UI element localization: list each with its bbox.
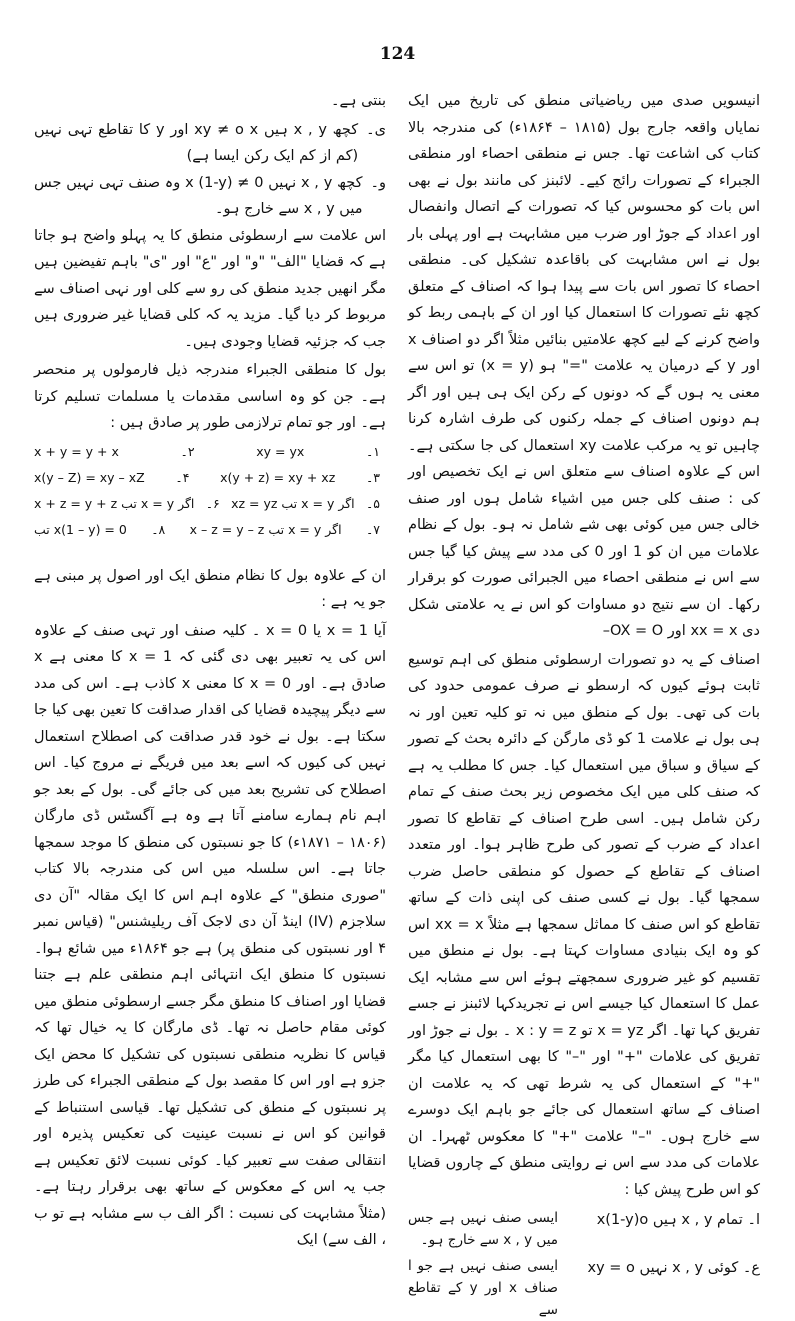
formula: x(y – Z) = xy – xZ [34, 469, 145, 485]
list-text: کوئی x , y نہیں xy = o [587, 1260, 739, 1276]
list-text: تمام x , y ہیں x(1-y)o [596, 1212, 743, 1228]
formula: x + y = y + x [34, 443, 119, 459]
formula: x(1 – y) = 0 تب [34, 521, 127, 537]
list-number: ع۔ [742, 1260, 760, 1276]
formula-number: ۲۔ [180, 443, 195, 459]
list-number: و۔ [370, 174, 386, 191]
formula-number: ۶۔ [205, 495, 220, 511]
formula-number: ۸۔ [151, 521, 166, 537]
formula: اگر x = y تب xz = yz [231, 495, 355, 511]
list-note: ایسی صنف نہیں ہے جس میں x , y سے خارج ہو۔ [408, 1210, 558, 1248]
formula-row [34, 517, 386, 543]
paragraph: اس علامت سے ارسطوئی منطق کا یہ پہلو واضح ہو جاتا ہے کہ قضایا "الف" "و" اور "ع" اور "ی" باہم تفیضین ہیں مگر انھیں جدید منطق کی رو سے کلی اور نہی اصناف سے مربوط کر دیا گیا۔ مزید یہ کہ کلی قضایا غیر ضروری ہیں جب کہ جزئیہ قضایا وجودی ہیں۔ [34, 227, 386, 350]
list-item [408, 1207, 760, 1251]
formula-number: ۵۔ [365, 495, 380, 511]
formula-number: ۱۔ [365, 443, 380, 459]
formula: اگر x = y تب x + z = y + z [34, 495, 195, 511]
formula-row [34, 491, 386, 517]
paragraph: اصناف کے یہ دو تصورات ارسطوئی منطق کی اہم توسیع ثابت ہوئے کیوں کہ ارسطو نے صرف عمومی حدود کی بات کی تھی۔ بول کے منطق میں نہ تو کلیہ تعین اور نہ ہی بول نے علامت 1 کو ڈی مارگن کے دائرہ بحث کے تصور کے سیاق و سباق میں استعمال کیا۔ جس کا مطلب یہ ہے کہ صنف کلی میں ایک مخصوص زیر بحث صنف کے تمام رکن شامل ہیں۔ اسی طرح اصناف کے تقاطع کا تصور اعداد کے ضرب کے تصور کی طرح ظاہر ہوا۔ اور متعدد اصناف کے تقاطع کے حصول کو منطقی حاصل ضرب سمجھا گیا۔ بول نے کسی صنف کی اپنی ذات کے ساتھ تقاطع کو اس صنف کا مماثل سمجھا ہے مثلاً xx = x اس کو وہ ایک بنیادی مساوات کہتا ہے۔ بول نے منطق میں تقسیم کو غیر ضروری سمجھتے ہوئے اس سے مشابہ ایک عمل کا استعمال کیا جیسے اس نے تجریدکہا لائبنز نے جسے تفریق کہا تھا۔ اگر x = yz تو x : y = z ۔ بول نے جوڑ اور تفریق کی علامات "+" اور "–" کا بھی استعمال کیا مگر "+" کے استعمال کی یہ شرط تھی کہ یہ علامت ان اصناف کے ساتھ استعمال کی جائے جو باہم ایک دوسرے سے خارج ہوں۔ "–" علامت "+" کا معکوس ٹھہرا۔ ان علامات کی مدد سے اس نے روایتی منطق کے چاروں قضایا کو اس طرح پیش کیا : [408, 651, 760, 1198]
formula: x(y + z) = xy + xz [220, 469, 336, 485]
formula-row [34, 439, 386, 465]
list-item [34, 117, 386, 170]
list-text: کچھ x , y نہیں x (1-y) ≠ 0 وہ صنف تہی نہیں جس میں x , y سے خارج ہو۔ [34, 174, 363, 217]
list-item [408, 1255, 760, 1321]
list-number: ا۔ [747, 1212, 760, 1228]
list-item [34, 170, 386, 223]
formula-row [34, 465, 386, 491]
list-note: ایسی صنف نہیں ہے جو ا صناف x اور y کے تقاطع سے [408, 1258, 558, 1318]
formula-number: ۷۔ [365, 521, 380, 537]
formula: اگر x = y تب x – z = y – z [189, 521, 342, 537]
page-number: 124 [379, 44, 416, 64]
paragraph: آیا x = 1 یا x = 0 ۔ کلیہ صنف اور تہی صنف کے علاوہ اس کی یہ تعبیر بھی دی گئی کہ x = 1 کا معنی ہے x صادق ہے۔ اور x = 0 کا معنی x کاذب ہے۔ اس کی مدد سے دیگر پیچیدہ قضایا کی اقدار صداقت کا تعین بھی کیا جا سکتا ہے۔ بول نے خود قدر صداقت کی اصطلاح استعمال نہیں کی کیوں کہ اسے بعد میں فریگے نے مروج کیا۔ اس اصطلاح کی تشریح بعد میں کی جائے گی۔ بول کے بعد جو اہم نام ہمارے سامنے آتا ہے وہ ہے آگسٹس ڈی مارگان (۱۸۰۶ – ۱۸۷۱ء) کا جو نسبتوں کی منطق کا موجد سمجھا جاتا ہے۔ اس سلسلہ میں اس کی مندرجہ بالا کتاب "صوری منطق" کے علاوہ اہم اس کا ایک مقالہ "آن دی سلاجزم (IV) اینڈ آن دی لاجک آف ریلیشنس" (قیاس نمبر ۴ اور نسبتوں کی منطق پر) ہے جو ۱۸۶۴ء میں شائع ہوا۔ نسبتوں کا منطق ایک انتہائی اہم منطقی علم ہے جتنا قضایا اور اصناف کا منطق مگر جسے ارسطوئی منطق میں کوئی مقام حاصل نہ تھا۔ ڈی مارگان کا یہ خیال تھا کہ قیاس کا نظریہ منطقی نسبتوں کی تشکیل کا محض ایک جزو ہے اور اس کا مقصد بول کے منطقی الجبراء کی طرز پر نسبتوں کے منطق کی تشکیل تھا۔ قیاسی استنباط کے قوانین کو اس نے نسبت عینیت کی تعکیس پذیرہ اور انتقالی صفت سے تعبیر کیا۔ کوئی نسبت لائق تعکیس ہے جب یہ اس کے معکوس کے ساتھ بھی برقرار رہتا ہے۔ (مثلاً مشابہت کی نسبت : اگر الف ب سے مشابہ ہے تو ب ، الف سے) ایک [34, 622, 387, 1248]
right-column [408, 88, 760, 1321]
list-text: کچھ x , y ہیں xy ≠ o x اور y کا تقاطع تہی نہیں (کم از کم ایک رکن ایسا ہے) [34, 121, 359, 164]
paragraph: انیسویں صدی میں ریاضیاتی منطق کی تاریخ میں ایک نمایاں واقعہ جارج بول (۱۸۱۵ – ۱۸۶۴ء) کی مندرجہ بالا کتاب کی اشاعت تھا۔ جس نے منطقی احصاء اور منطقی الجبراء کے تصورات رائج کیے۔ لائبنز کی مانند بول نے بھی اس بات کو محسوس کیا کہ تصورات کے اتصال وانفصال اور اعداد کے جوڑ اور ضرب میں مشابہت ہے اور پہلی بار بول نے اس مشابہت کی باقاعدہ تشکیل کی۔ منطقی احصاء کا تصور اس بات سے پیدا ہوا کہ اصناف کے متعلق کچھ نئے تصورات کا استعمال کیا اور ان کے باہمی ربط کو واضح کرنے کے لیے کچھ علامتیں بنائیں مثلاً اگر دو اصناف x اور y کے درمیان یہ علامت "=" ہو (x = y) تو اس سے معنی یہ ہوں گے کہ دونوں کے رکن ایک ہی ہیں اور اگر ہم دونوں اصناف کے جملہ رکنوں کی طرف اشارہ کرنا چاہیں تو یہ مرکب علامت xy استعمال کی جا سکتی ہے۔ اس کے علاوہ اصناف سے متعلق اس نے ایک تخصیص اور کی : صنف کلی جس میں اشیاء شامل ہوں اور صنف خالی جس میں کوئی بھی شے شامل نہ ہو۔ بول کے نظام علامات میں ان کو 1 اور 0 کی مدد سے پیش کیا گیا جس سے اس نے منطقی احصاء میں الجبرائی صورت کو برقرار رکھا۔ ان سے نتیج دو مساوات کو اس نے یہ علامتی شکل دی xx = x اور OX = O– [408, 93, 761, 639]
paragraph: بول کا منطقی الجبراء مندرجہ ذیل فارمولوں پر منحصر ہے۔ جن کو وہ اساسی مقدمات یا مسلمات تسلیم کرتا ہے۔ اور جو تمام ترلازمی طور پر صادق ہیں : [34, 362, 386, 431]
formula: xy = yx [256, 443, 305, 459]
paragraph: ان کے علاوہ بول کا نظام منطق ایک اور اصول پر مبنی ہے جو یہ ہے : [34, 567, 386, 610]
list-number: ی۔ [366, 121, 386, 138]
intro-line: بنتی ہے۔ [331, 93, 386, 109]
formula-number: ۴۔ [175, 469, 190, 485]
left-column [34, 88, 386, 1256]
formula-number: ۳۔ [365, 469, 380, 485]
